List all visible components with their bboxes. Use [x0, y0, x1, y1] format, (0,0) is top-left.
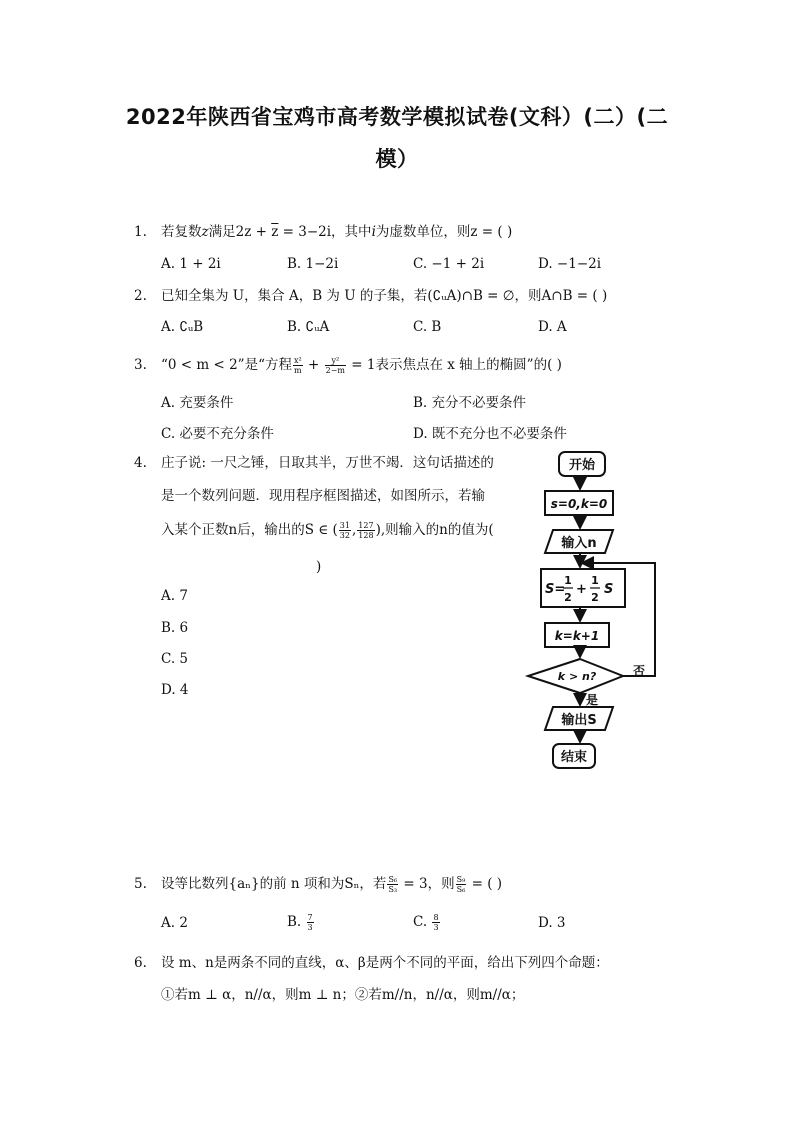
flow-inc-label: k=k+1	[554, 629, 600, 643]
q4-option-b[interactable]: B. 6	[161, 620, 189, 636]
q5-stem: 设等比数列{aₙ}的前 n 项和为Sₙ，若 $\frac{\text{S₆}}{\text{S₃}}$ = 3，则 $\frac{\text{S₉}}{\text{S₆}}$ = ( )	[161, 875, 503, 894]
flow-end-label: 结束	[560, 750, 588, 765]
q1-option-a[interactable]: A. 1 + 2i	[161, 256, 221, 272]
flow-cond-label: k > n?	[557, 670, 597, 683]
q4-number: 4.	[134, 455, 147, 471]
q1-option-c[interactable]: C. −1 + 2i	[413, 256, 485, 272]
q3-option-a[interactable]: A. 充要条件	[161, 395, 234, 411]
flow-frac1-num: 1	[564, 574, 572, 587]
q2-option-b[interactable]: B. ∁ᵤA	[287, 319, 330, 335]
q4-option-c[interactable]: C. 5	[161, 651, 189, 667]
flow-frac1-den: 2	[564, 591, 572, 604]
q3-stem: “0 < m < 2”是“方程 $\frac{\text{x²}}{m}$ + $\frac{\text{y²}}{2-m}$ = 1表示焦点在 x 轴上的椭圆”的( )	[161, 356, 562, 375]
q4-option-a[interactable]: A. 7	[161, 588, 188, 604]
flow-yes-label: 是	[586, 693, 599, 707]
q2-option-a[interactable]: A. ∁ᵤB	[161, 319, 204, 335]
q2-number: 2.	[134, 288, 147, 304]
q1-option-b[interactable]: B. 1−2i	[287, 256, 339, 272]
q6-stem: 设 m、n是两条不同的直线，α、β是两个不同的平面，给出下列四个命题：	[161, 955, 609, 971]
flow-input-label: 输入n	[561, 536, 597, 551]
flowchart-diagram	[515, 445, 665, 775]
flow-plus-label: +	[576, 582, 587, 597]
page-title-cont: 模）	[375, 147, 419, 171]
q6-line-2: ①若m ⊥ α，n//α，则m ⊥ n；②若m//n，n//α，则m//α；	[161, 987, 525, 1003]
flow-no-label: 否	[633, 664, 646, 678]
q3-option-d[interactable]: D. 既不充分也不必要条件	[413, 426, 567, 442]
flow-output-label: 输出S	[561, 713, 597, 728]
q1-option-d[interactable]: D. −1−2i	[538, 256, 602, 272]
flow-assign-label: S=	[545, 582, 566, 597]
q4-option-d[interactable]: D. 4	[161, 682, 189, 698]
q4-line-4: )	[316, 559, 322, 575]
q2-stem: 已知全集为 U，集合 A，B 为 U 的子集，若(∁ᵤA)∩B = ∅，则A∩B = ( )	[161, 288, 608, 304]
q5-option-d[interactable]: D. 3	[538, 915, 566, 931]
q5-option-c[interactable]: C. $\frac{8}{3}$	[413, 913, 439, 932]
q4-line-2: 是一个数列问题．现用程序框图描述，如图所示，若输	[161, 488, 485, 504]
q3-option-b[interactable]: B. 充分不必要条件	[413, 395, 527, 411]
flow-start-label: 开始	[568, 458, 596, 473]
flow-init-label: s=0,k=0	[550, 497, 608, 511]
q5-option-b[interactable]: B. $\frac{7}{3}$	[287, 913, 313, 932]
page-title: 2022年陕西省宝鸡市高考数学模拟试卷(文科）(二）(二	[125, 105, 669, 129]
flow-s-label: S	[604, 582, 614, 597]
q6-number: 6.	[134, 955, 147, 971]
q1-stem: 若复数z满足$2z + \overline{z} = 3-2i$，其中i为虚数单位，则z = ( )	[161, 224, 513, 240]
q3-option-c[interactable]: C. 必要不充分条件	[161, 426, 274, 442]
flow-frac2-den: 2	[591, 591, 599, 604]
q5-option-a[interactable]: A. 2	[161, 915, 188, 931]
flow-frac2-num: 1	[591, 574, 599, 587]
q4-line-3: 入某个正数n后，输出的S ∈ ( $\frac{31}{32}$ , $\frac{127}{128}$ ),则输入的n的值为(	[161, 521, 494, 540]
q5-number: 5.	[134, 876, 147, 892]
q1-number: 1.	[134, 224, 147, 240]
q2-option-c[interactable]: C. B	[413, 319, 442, 335]
q2-option-d[interactable]: D. A	[538, 319, 567, 335]
q3-number: 3.	[134, 357, 147, 373]
q4-line-1: 庄子说: 一尺之锤，日取其半，万世不竭．这句话描述的	[161, 455, 494, 471]
